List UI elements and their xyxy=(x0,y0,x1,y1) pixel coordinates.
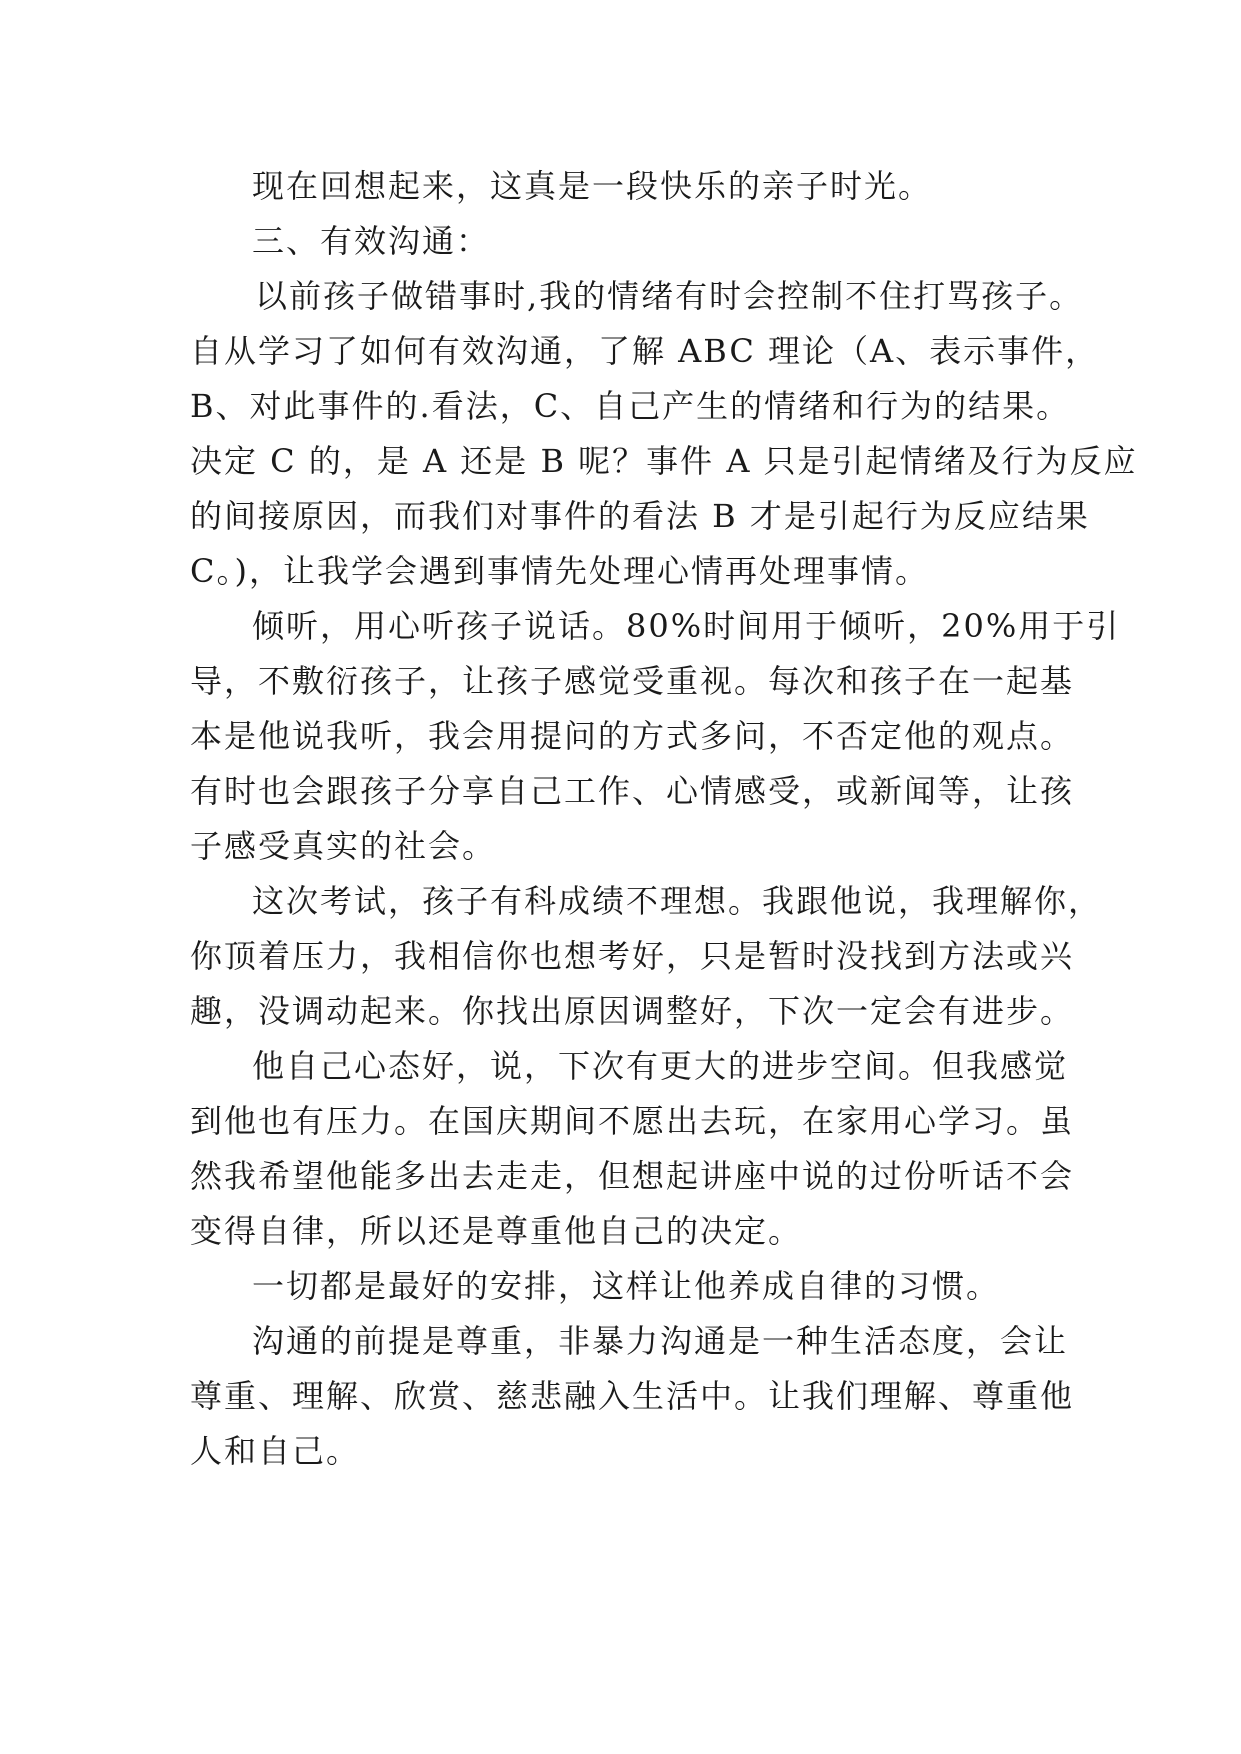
text-line: C。)，让我学会遇到事情先处理心情再处理事情。 xyxy=(190,552,929,590)
section-heading: 三、有效沟通： xyxy=(252,222,491,260)
text-line: 有时也会跟孩子分享自己工作、心情感受，或新闻等，让孩 xyxy=(190,772,1075,810)
text-line: 本是他说我听，我会用提问的方式多问，不否定他的观点。 xyxy=(190,717,1075,755)
text-line: 子感受真实的社会。 xyxy=(190,827,497,865)
text-line: 导，不敷衍孩子，让孩子感觉受重视。每次和孩子在一起基 xyxy=(190,662,1075,700)
text-line: 一切都是最好的安排，这样让他养成自律的习惯。 xyxy=(252,1267,1001,1305)
text-line: 自从学习了如何有效沟通，了解 ABC 理论（A、表示事件， xyxy=(190,332,1100,370)
text-line: 的间接原因，而我们对事件的看法 B 才是引起行为反应结果 xyxy=(190,497,1090,535)
text-line: 这次考试，孩子有科成绩不理想。我跟他说，我理解你， xyxy=(252,882,1103,920)
text-line: 变得自律，所以还是尊重他自己的决定。 xyxy=(190,1212,803,1250)
text-line: 你顶着压力，我相信你也想考好，只是暂时没找到方法或兴 xyxy=(190,937,1075,975)
text-line: 他自己心态好，说，下次有更大的进步空间。但我感觉 xyxy=(252,1047,1069,1085)
text-line: 决定 C 的，是 A 还是 B 呢？事件 A 只是引起情绪及行为反应 xyxy=(190,442,1138,480)
text-line: 尊重、理解、欣赏、慈悲融入生活中。让我们理解、尊重他 xyxy=(190,1377,1075,1415)
text-line: 倾听，用心听孩子说话。80%时间用于倾听，20%用于引 xyxy=(252,607,1121,645)
text-line: 到他也有压力。在国庆期间不愿出去玩，在家用心学习。虽 xyxy=(190,1102,1075,1140)
text-line: 现在回想起来，这真是一段快乐的亲子时光。 xyxy=(252,167,933,205)
text-line: 以前孩子做错事时,我的情绪有时会控制不住打骂孩子。 xyxy=(255,277,1084,315)
text-line: 趣，没调动起来。你找出原因调整好，下次一定会有进步。 xyxy=(190,992,1075,1030)
text-line: B、对此事件的.看法，C、自己产生的情绪和行为的结果。 xyxy=(190,387,1071,425)
text-line: 人和自己。 xyxy=(190,1432,361,1470)
text-line: 沟通的前提是尊重，非暴力沟通是一种生活态度，会让 xyxy=(252,1322,1069,1360)
text-line: 然我希望他能多出去走走，但想起讲座中说的过份听话不会 xyxy=(190,1157,1075,1195)
